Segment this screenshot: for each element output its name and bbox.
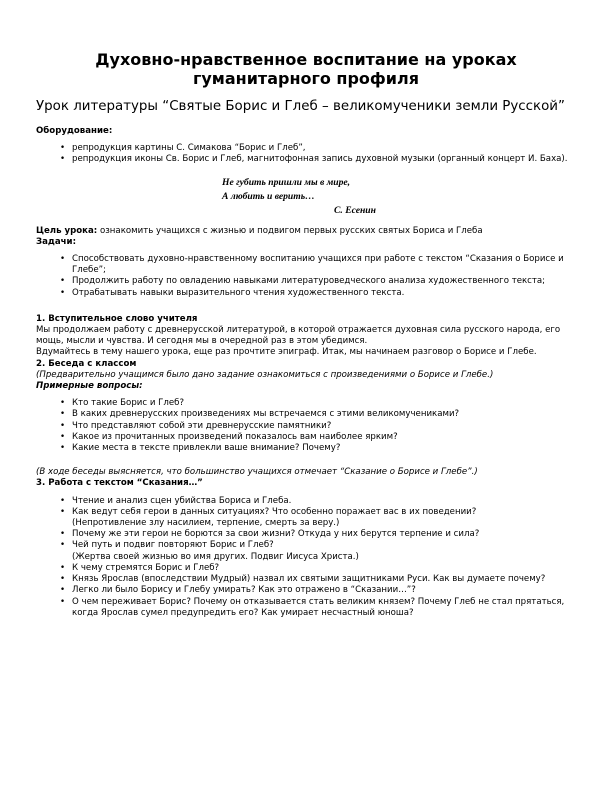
document-body <box>36 126 576 619</box>
list-item <box>36 529 576 540</box>
section3-heading: 3. Работа с текстом “Сказания…” <box>36 478 203 489</box>
list-item: • репродукция иконы Св. Борис и Глеб, магнитофонная запись духовной музыки (органный концерт И. Баха). <box>36 154 576 165</box>
questions-heading: Примерные вопросы: <box>36 381 143 392</box>
epigraph-line: А любить и верить… <box>222 190 315 202</box>
epigraph-author: С. Есенин <box>334 204 376 216</box>
epigraph-line: Не губить пришли мы в мире, <box>222 176 351 188</box>
list-item <box>36 507 576 529</box>
list-item: • Отрабатывать навыки выразительного чтения художественного текста. <box>36 288 576 299</box>
list-item <box>36 574 576 585</box>
document-title: Духовно-нравственное воспитание на уроках гуманитарного профиля <box>95 50 517 88</box>
tasks-list <box>36 254 576 299</box>
list-item-text: К чему стремятся Борис и Глеб? <box>72 562 220 573</box>
list-item-text: Легко ли было Борису и Глебу умирать? Как это отражено в “Сказании…”? <box>72 585 416 596</box>
equipment-list <box>36 143 576 165</box>
paragraph: Мы продолжаем работу с древнерусской литературой, в которой отражается духовная сила русского народа, его мощь, мысли и чувства. И сегодня мы в очередной раз в этом убедимся. <box>36 325 561 347</box>
epigraph <box>36 176 576 226</box>
equipment-heading: Оборудование: <box>36 126 113 136</box>
tasks-heading: Задачи: <box>36 236 77 247</box>
list-item-text: О чем переживает Борис? Почему он отказывается стать великим князем? Почему Глеб не стал прятаться, когда Ярослав сумел предупредить его? Как умирает несчастный юноша? <box>72 596 565 618</box>
list-item-text: Как ведут себя герои в данных ситуациях? Что особенно поражает вас в их поведении? <box>72 506 477 517</box>
list-item <box>36 563 576 574</box>
list-item-text: Почему же эти герои не борются за свои жизни? Откуда у них берутся терпение и сила? <box>72 529 480 540</box>
goal-text: ознакомить учащихся с жизнью и подвигом первых русских святых Бориса и Глеба <box>97 225 483 236</box>
list-item <box>36 496 576 507</box>
goal-label: Цель урока: <box>36 225 98 236</box>
section2-heading: 2. Беседа с классом <box>36 358 137 369</box>
list-item-note: (Жертва своей жизнью во имя других. Подвиг Иисуса Христа.) <box>72 551 359 562</box>
questions-list <box>36 398 576 454</box>
list-item-text: Чтение и анализ сцен убийства Бориса и Глеба. <box>72 495 292 506</box>
list-item <box>36 585 576 596</box>
list-item <box>36 540 576 562</box>
list-item: • Какие места в тексте привлекли ваше внимание? Почему? <box>36 443 576 454</box>
list-item: • Какое из прочитанных произведений показалось вам наиболее ярким? <box>36 432 576 443</box>
section2-conclusion: (В ходе беседы выясняется, что большинство учащихся отмечает “Сказание о Борисе и Глебе”.) <box>36 467 478 478</box>
list-item: • Кто такие Борис и Глеб? <box>36 398 576 409</box>
list-item-text: Князь Ярослав (впоследствии Мудрый) назвал их святыми защитниками Руси. Как вы думаете почему? <box>72 574 546 585</box>
section1-heading: 1. Вступительное слово учителя <box>36 313 198 324</box>
paragraph: Вдумайтесь в тему нашего урока, еще раз прочтите эпиграф. Итак, мы начинаем разговор о Борисе и Глебе. <box>36 347 537 358</box>
list-item: • Продолжить работу по овладению навыками литературоведческого анализа художественного текста; <box>36 276 576 287</box>
section3-list <box>36 496 576 619</box>
list-item-text: Чей путь и подвиг повторяют Борис и Глеб? <box>72 540 274 551</box>
list-item: • Способствовать духовно-нравственному воспитанию учащихся при работе с текстом “Сказания о Борисе и Глебе”; <box>36 254 576 276</box>
lesson-goal <box>36 226 576 237</box>
section2-note: (Предварительно учащимся было дано задание ознакомиться с произведениями о Борисе и Глебе.) <box>36 369 494 380</box>
list-item-note: (Непротивление злу насилием, терпение, смерть за веру.) <box>72 518 340 529</box>
list-item: • репродукция картины С. Симакова “Борис и Глеб”, <box>36 143 576 154</box>
lesson-title: Урок литературы “Святые Борис и Глеб – великомученики земли Русской” <box>36 99 565 114</box>
list-item: • Что представляют собой эти древнерусские памятники? <box>36 421 576 432</box>
list-item: • В каких древнерусских произведениях мы встречаемся с этими великомучениками? <box>36 409 576 420</box>
list-item <box>36 597 576 619</box>
